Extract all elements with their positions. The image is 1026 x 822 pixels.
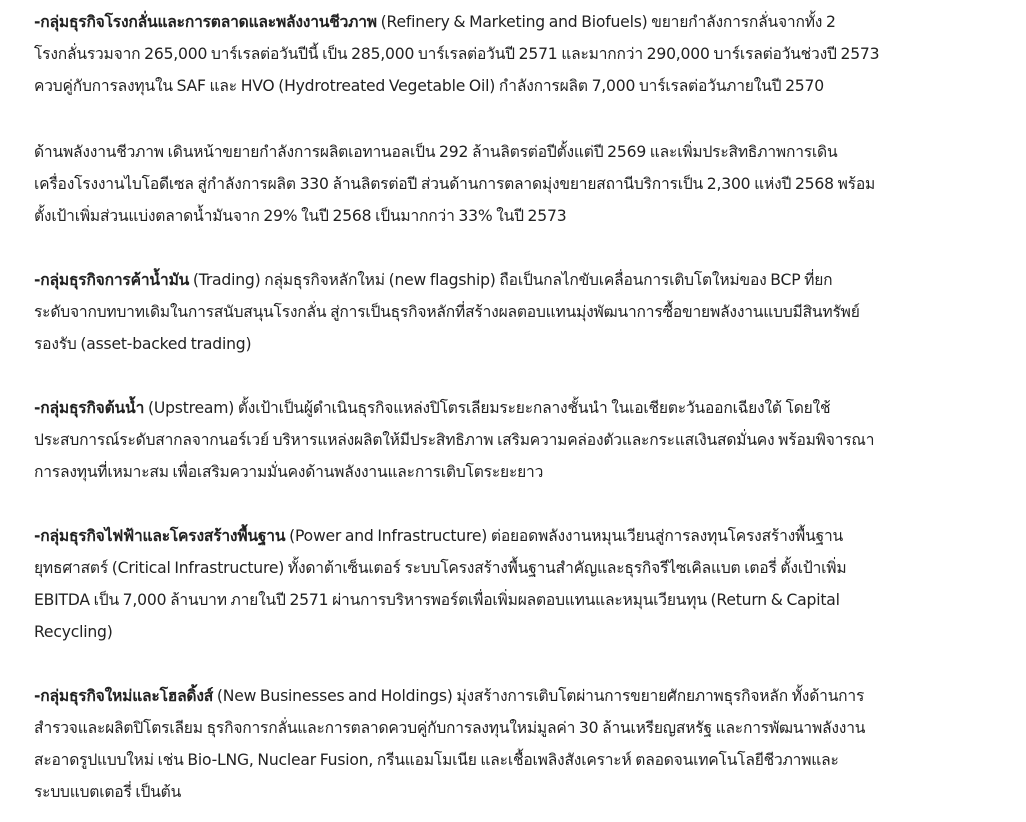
paragraph-line: ประสบการณ์ระดับสากลจากนอร์เวย์ บริหารแหล่งผลิตให้มีประสิทธิภาพ เสริมความคล่องตัวและกระแสเงินสดมั่นคง พร้อมพิจารณา bbox=[34, 431, 875, 449]
paragraph-line: เครื่องโรงงานไบโอดีเซล สู่กำลังการผลิต 330 ล้านลิตรต่อปี ส่วนด้านการตลาดมุ่งขยายสถานีบริการเป็น 2,300 แห่งปี 2568 พร้อม bbox=[34, 175, 876, 193]
biofuel-paragraph bbox=[34, 136, 1006, 232]
paragraph-line: ยุทธศาสตร์ (Critical Infrastructure) ทั้งดาต้าเซ็นเตอร์ ระบบโครงสร้างพื้นฐานสำคัญและธุรกิจรีไซเคิลแบต เตอรี่ ตั้งเป้าเพิ่ม bbox=[34, 559, 847, 577]
paragraph-line: รองรับ (asset-backed trading) bbox=[34, 335, 252, 353]
power-paragraph bbox=[34, 520, 1006, 648]
section-heading-refinery: -กลุ่มธุรกิจโรงกลั่นและการตลาดและพลังงานชีวภาพ bbox=[34, 13, 377, 31]
paragraph-line bbox=[34, 680, 1006, 712]
line-text: (Refinery & Marketing and Biofuels) ขยายกำลังการกลั่นจากทั้ง 2 bbox=[376, 13, 836, 31]
line-text: (Trading) กลุ่มธุรกิจหลักใหม่ (new flagship) ถือเป็นกลไกขับเคลื่อนการเติบโตใหม่ของ BCP ที่ยก bbox=[189, 271, 833, 289]
line-text: (Upstream) ตั้งเป้าเป็นผู้ดำเนินธุรกิจแหล่งปิโตรเลียมระยะกลางชั้นนำ ในเอเชียตะวันออกเฉียงใต้ โดยใช้ bbox=[144, 399, 831, 417]
paragraph-line: EBITDA เป็น 7,000 ล้านบาท ภายในปี 2571 ผ่านการบริหารพอร์ตเพื่อเพิ่มผลตอบแทนและหมุนเวียนทุน (Return & Capital bbox=[34, 591, 840, 609]
paragraph-line: ควบคู่กับการลงทุนใน SAF และ HVO (Hydrotreated Vegetable Oil) กำลังการผลิต 7,000 บาร์เรลต่อวันภายในปี 2570 bbox=[34, 77, 824, 95]
paragraph-line: การลงทุนที่เหมาะสม เพื่อเสริมความมั่นคงด้านพลังงานและการเติบโตระยะยาว bbox=[34, 463, 544, 481]
paragraph-line: ระบบแบตเตอรี่ เป็นต้น bbox=[34, 783, 182, 801]
new-business-paragraph bbox=[34, 680, 1006, 808]
section-heading-new-business: -กลุ่มธุรกิจใหม่และโฮลดิ้งส์ bbox=[34, 687, 214, 705]
line-text: (Power and Infrastructure) ต่อยอดพลังงานหมุนเวียนสู่การลงทุนโครงสร้างพื้นฐาน bbox=[285, 527, 844, 545]
paragraph-line: สะอาดรูปแบบใหม่ เช่น Bio-LNG, Nuclear Fusion, กรีนแอมโมเนีย และเชื้อเพลิงสังเคราะห์ ตลอดจนเทคโนโลยีชีวภาพและ bbox=[34, 751, 839, 769]
refinery-paragraph bbox=[34, 6, 1006, 102]
section-heading-upstream: -กลุ่มธุรกิจต้นน้ำ bbox=[34, 399, 145, 417]
paragraph-line: โรงกลั่นรวมจาก 265,000 บาร์เรลต่อวันปีนี้ เป็น 285,000 บาร์เรลต่อวันปี 2571 และมากกว่า 290,000 บาร์เรลต่อวันช่วงปี 2573 bbox=[34, 45, 880, 63]
paragraph-line bbox=[34, 6, 1006, 38]
paragraph-line: สำรวจและผลิตปิโตรเลียม ธุรกิจการกลั่นและการตลาดควบคู่กับการลงทุนใหม่มูลค่า 30 ล้านเหรียญสหรัฐ และการพัฒนาพลังงาน bbox=[34, 719, 866, 737]
paragraph-line: Recycling) bbox=[34, 623, 113, 641]
line-text: (New Businesses and Holdings) มุ่งสร้างการเติบโตผ่านการขยายศักยภาพธุรกิจหลัก ทั้งด้านการ bbox=[213, 687, 865, 705]
section-heading-trading: -กลุ่มธุรกิจการค้าน้ำมัน bbox=[34, 271, 190, 289]
paragraph-line bbox=[34, 520, 1006, 552]
section-heading-power: -กลุ่มธุรกิจไฟฟ้าและโครงสร้างพื้นฐาน bbox=[34, 527, 286, 545]
paragraph-line bbox=[34, 392, 1006, 424]
paragraph-line: ระดับจากบทบาทเดิมในการสนับสนุนโรงกลั่น สู่การเป็นธุรกิจหลักที่สร้างผลตอบแทนมุ่งพัฒนาการซื้อขายพลังงานแบบมีสินทรัพย์ bbox=[34, 303, 860, 321]
upstream-paragraph bbox=[34, 392, 1006, 488]
paragraph-line: ตั้งเป้าเพิ่มส่วนแบ่งตลาดน้ำมันจาก 29% ในปี 2568 เป็นมากกว่า 33% ในปี 2573 bbox=[34, 207, 567, 225]
paragraph-line: ด้านพลังงานชีวภาพ เดินหน้าขยายกำลังการผลิตเอทานอลเป็น 292 ล้านลิตรต่อปีตั้งแต่ปี 2569 และเพิ่มประสิทธิภาพการเดิน bbox=[34, 143, 838, 161]
trading-paragraph bbox=[34, 264, 1006, 360]
paragraph-line bbox=[34, 264, 1006, 296]
